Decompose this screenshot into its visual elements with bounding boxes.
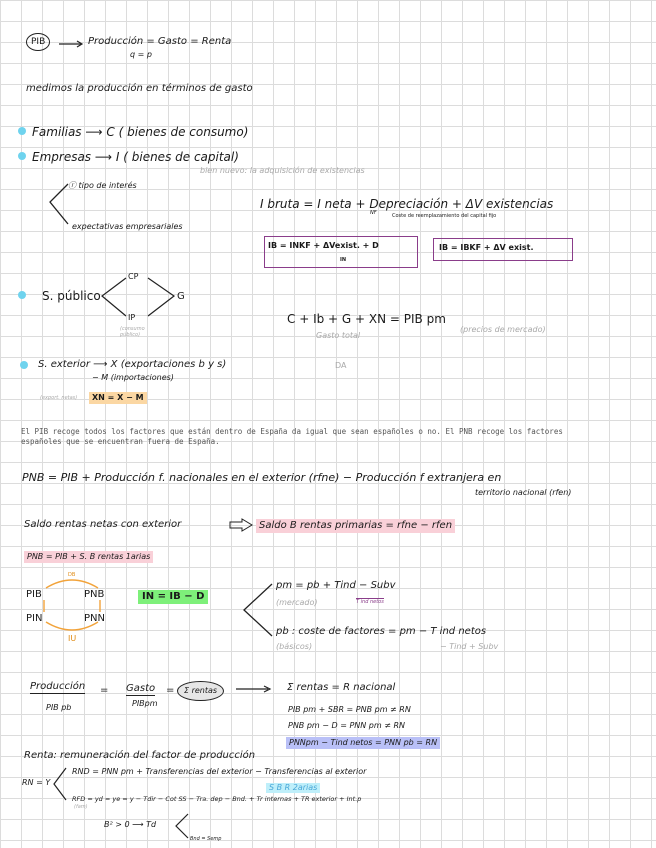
cycle-arrows [30,572,120,642]
mercado: (mercado) [276,598,318,607]
bullet-dot [18,152,26,160]
pib-pm-sbrp: PIB pm + SBR = PNB pm ≠ RN [288,705,411,714]
bnd-line: Bnd = Semp [190,836,222,842]
saldo-b-rentas: Saldo B rentas primarias = rfne − rfen [256,519,455,533]
pnn-pm-tind: PNNpm − Tind netos = PNN pb = RN [286,737,440,749]
gasto-frac-top: Gasto [126,683,156,694]
brace-rn [50,764,70,804]
produccion-gasto-renta: Producción = Gasto = Renta [88,36,232,47]
sbr-2arias: S B R 2arias [266,783,320,793]
pnb-paragraph: El PIB recoge todos los factores que están dentro de España da igual que sean españoles o no. El PNB recoge los factores españoles que se encuentran fuera de España. [21,427,563,446]
renta-heading: Renta: remuneración del factor de producción [24,750,256,761]
cycle-pib: PIB [26,589,42,600]
q-eq-p: q = p [130,50,152,59]
pib-circled: PIB [26,33,50,51]
br-line: B² > 0 ⟶ Td [104,820,157,829]
arrow-right-icon [234,684,274,694]
pb-equation: pb : coste de factores = pm − T ind netos [276,626,487,637]
tind-subv: − Tind + Subv [440,642,499,651]
expectativas: expectativas empresariales [72,222,183,231]
pnb-equation-cont: territorio nacional (rfen) [475,488,572,497]
pnb-short: PNB = PIB + S. B rentas 1arias [24,551,153,563]
xn-formula: XN = X − M [89,392,147,404]
brace-td [172,812,192,842]
medimos-text: medimos la producción en términos de gasto [26,83,253,94]
rnd-line: RND = PNN pm + Transferencias del exterior − Transferencias al exterior [72,767,367,776]
in-equation: IN = IB − D [138,590,208,604]
cycle-pin: PIN [26,613,43,624]
pm-equation: pm = pb + Tind − Subv [276,580,396,591]
saldo-rentas: Saldo rentas netas con exterior [24,519,182,530]
basicos: (básicos) [276,642,313,651]
cycle-iu: IU [68,634,77,643]
da-label: DA [335,361,347,370]
cycle-pnn: PNN [84,613,105,624]
box1-under: IN [340,257,347,263]
empresas-note: bien nuevo: la adquisición de existencias [200,166,365,175]
empresas-line: Empresas ⟶ I ( bienes de capital) [32,150,239,164]
box1-formula: IB = INKF + ΔVexist. + D [268,241,379,250]
t-netos: T ind netos [356,599,384,605]
gasto-total: Gasto total [316,331,361,340]
gasto-frac-bottom: PIBpm [132,699,158,708]
sigma-equation: Σ rentas = R nacional [287,682,396,693]
prod-frac-bottom: PIB pb [46,703,72,712]
g-label: G [177,291,185,302]
sigma-rentas-oval: Σ rentas [177,681,224,701]
consumo-publico: (consumo público) [120,326,145,338]
bullet-dot [20,361,28,369]
ibruta-equation: I bruta = I neta + Depreciación + ΔV existencias [260,197,554,211]
brace-pm-pb [238,580,278,640]
box2-formula: IB = IBKF + ΔV exist. [439,243,534,252]
bullet-dot [18,291,26,299]
precios-mercado: (precios de mercado) [460,325,546,334]
export-netas: (export. netas) [40,395,78,401]
pnb-equation: PNB = PIB + Producción f. nacionales en el exterior (rfne) − Producción f extranjera en [22,471,502,484]
rn-y: RN = Y [22,778,51,787]
arrow-right-icon [57,39,87,49]
prod-frac-top: Producción [30,681,86,692]
ip-label: IP [128,313,136,322]
importaciones: − M (importaciones) [92,373,174,382]
cycle-db: DB [68,572,76,578]
arrow-right-icon [228,518,254,532]
eq-sign: = [100,685,109,696]
ibruta-note: Coste de reemplazamiento del capital fijo [392,213,497,219]
s-exterior: S. exterior ⟶ X (exportaciones b y s) [38,359,227,370]
cycle-pnb: PNB [84,589,105,600]
cp-label: CP [128,272,139,281]
sector-publico-diagram [100,272,180,322]
ibruta-sub-nf: NF [370,210,377,216]
bullet-dot [18,127,26,135]
tipo-interes: ⓡ tipo de interés [68,181,137,190]
familias-line: Familias ⟶ C ( bienes de consumo) [32,125,249,139]
eq-sign: = [166,685,175,696]
s-publico: S. público [42,289,101,303]
ecuacion-pib: C + Ib + G + XN = PIB pm [287,312,446,326]
fam-label: (fam) [74,804,88,810]
pnb-pm-d: PNB pm − D = PNN pm ≠ RN [288,721,405,730]
rfd-line: RFD = yd = ye = y − Tdir − Cot SS − Tra. dep − Bnd. + Tr internas + TR exterior + Int.p [72,795,362,803]
